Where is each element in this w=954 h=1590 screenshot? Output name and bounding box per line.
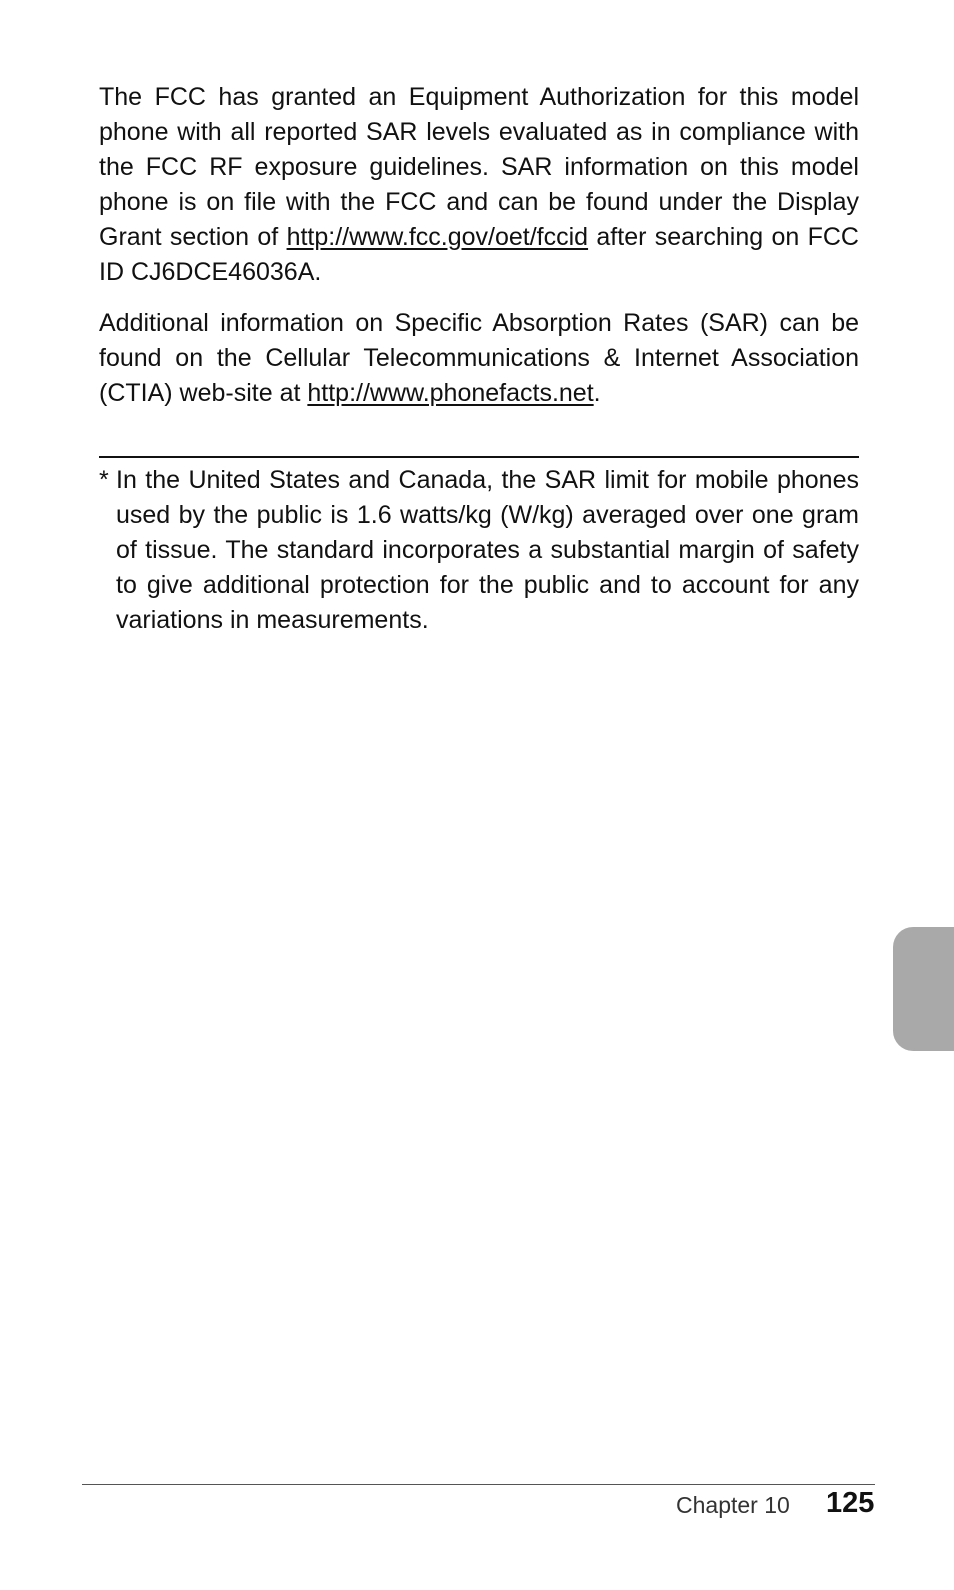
chapter-thumb-tab	[893, 927, 954, 1051]
footnote-marker: *	[99, 466, 109, 494]
footnote-text: In the United States and Canada, the SAR limit for mobile phones used by the public is 1.6 watts/kg (W/kg) averaged over one gram of tissue. The standard incorporates a substantial margin of safety to give additional protection for the public and to account for any variations in measurements.	[116, 466, 859, 634]
fcc-authorization-paragraph	[99, 80, 859, 290]
footer-divider	[82, 1484, 875, 1485]
paragraph-text: after searching on FCC ID CJ6DCE46036A.	[99, 223, 859, 286]
footer-chapter-label: Chapter 10	[676, 1492, 790, 1518]
footnote-divider	[99, 456, 859, 458]
footnote	[99, 463, 859, 638]
sar-info-paragraph	[99, 306, 859, 411]
paragraph-text: Additional information on Specific Absorption Rates (SAR) can be found on the Cellular Telecommunications & Internet Association (CTIA) web-site at	[99, 309, 859, 407]
fcc-link[interactable]: http://www.fcc.gov/oet/fccid	[286, 223, 589, 251]
paragraph-text: The FCC has granted an Equipment Authorization for this model phone with all reported SAR levels evaluated as in compliance with the FCC RF exposure guidelines. SAR information on this model phone is on file with the FCC and can be found under the Display Grant section of	[99, 83, 859, 251]
phonefacts-link[interactable]: http://www.phonefacts.net	[307, 379, 594, 407]
page-number: 125	[826, 1487, 875, 1519]
paragraph-text: .	[593, 379, 601, 407]
